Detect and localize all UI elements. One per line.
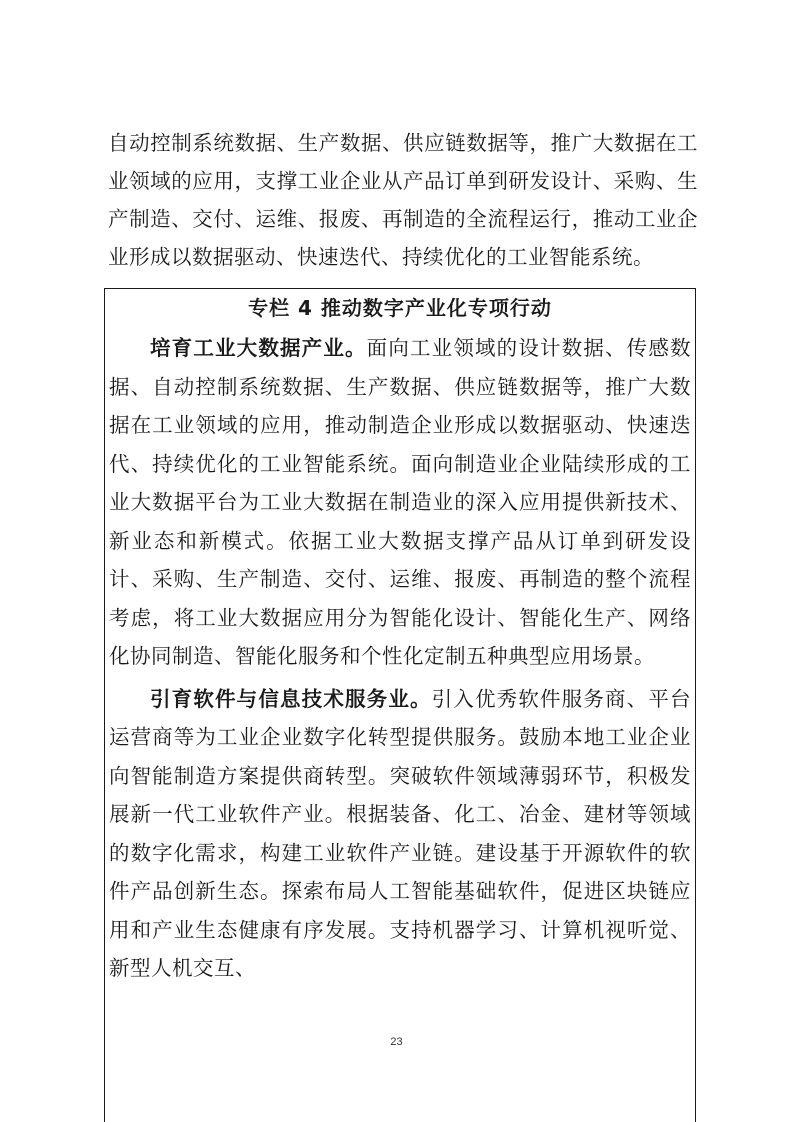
box-section-industrial-big-data — [105, 329, 695, 676]
intro-paragraph: 自动控制系统数据、生产数据、供应链数据等，推广大数据在工业领域的应用，支撑工业企业从产品订单到研发设计、采购、生产制造、交付、运维、报废、再制造的全流程运行，推动工业企业形成以数据驱动、快速迭代、持续优化的工业智能系统。 — [108, 131, 698, 269]
feature-box — [104, 288, 696, 1122]
box-section-software-services — [105, 680, 695, 988]
section-body: 引入优秀软件服务商、平台运营商等为工业企业数字化转型提供服务。鼓励本地工业企业向智能制造方案提供商转型。突破软件领域薄弱环节，积极发展新一代工业软件产业。根据装备、化工、冶金、建材等领域的数字化需求，构建工业软件产业链。建设基于开源软件的软件产品创新生态。探索布局人工智能基础软件，促进区块链应用和产业生态健康有序发展。支持机器学习、计算机视听觉、新型人机交互、 — [109, 686, 692, 980]
page-number: 23 — [390, 1036, 403, 1048]
section-lead: 培育工业大数据产业。 — [150, 336, 367, 360]
section-lead: 引育软件与信息技术服务业。 — [150, 686, 432, 711]
box-title: 专栏 4 推动数字产业化专项行动 — [248, 296, 552, 320]
section-body: 面向工业领域的设计数据、传感数据、自动控制系统数据、生产数据、供应链数据等，推广大数据在工业领域的应用，推动制造企业形成以数据驱动、快速迭代、持续优化的工业智能系统。面向制造业企业陆续形成的工业大数据平台为工业大数据在制造业的深入应用提供新技术、新业态和新模式。依据工业大数据支撑产品从订单到研发设计、采购、生产制造、交付、运维、报废、再制造的整个流程考虑，将工业大数据应用分为智能化设计、智能化生产、网络化协同制造、智能化服务和个性化定制五种典型应用场景。 — [109, 336, 692, 668]
